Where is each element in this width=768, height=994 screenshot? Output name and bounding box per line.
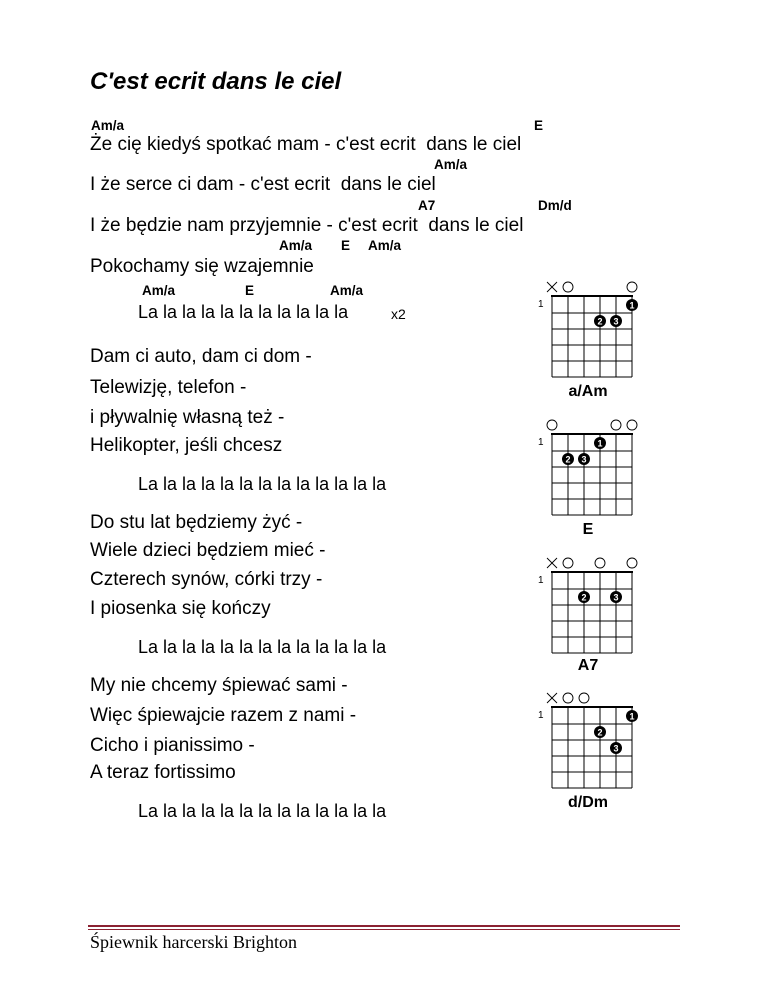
open-string-icon: [563, 282, 573, 292]
svg-text:3: 3: [613, 592, 619, 603]
open-string-icon: [611, 420, 621, 430]
chord-diagram-a7: [528, 551, 648, 661]
chord-label: E: [245, 283, 255, 298]
chord-diagram-e: [528, 413, 648, 523]
lyric-line: I że będzie nam przyjemnie - c'est ecrit dans le ciel: [90, 215, 524, 236]
lyric-line: Więc śpiewajcie razem z nami -: [90, 705, 357, 726]
svg-text:2: 2: [597, 316, 603, 327]
chord-label: E: [341, 238, 351, 253]
finger-dot: [626, 299, 638, 311]
chord-grid: [528, 551, 648, 661]
chord-diagram-label: a/Am: [568, 383, 608, 400]
lyric-line: Czterech synów, córki trzy -: [90, 569, 323, 590]
muted-string-icon: [547, 693, 557, 703]
finger-dot: [578, 453, 590, 465]
lyric-line: Cicho i pianissimo -: [90, 735, 255, 756]
open-string-icon: [595, 558, 605, 568]
refrain-line: La la la la la la la la la la la: [138, 302, 349, 322]
open-string-icon: [563, 693, 573, 703]
svg-text:1: 1: [629, 711, 635, 722]
chord-label: Am/a: [368, 238, 402, 253]
lyric-line: Dam ci auto, dam ci dom -: [90, 346, 312, 367]
chord-label: Dm/d: [538, 198, 572, 213]
chord-diagram-dm: [528, 686, 648, 796]
chord-diagram-am: [528, 275, 648, 385]
finger-dot: [594, 726, 606, 738]
svg-text:3: 3: [613, 743, 619, 754]
lyric-line: Do stu lat będziemy żyć -: [90, 512, 303, 533]
refrain-line: La la la la la la la la la la la la la: [138, 474, 387, 494]
chord-grid: [528, 686, 648, 796]
lyric-line: Pokochamy się wzajemnie: [90, 256, 314, 277]
lyric-line: Że cię kiedyś spotkać mam - c'est ecrit dans le ciel: [90, 134, 522, 155]
finger-dot: [610, 591, 622, 603]
fret-number: 1: [538, 710, 544, 721]
svg-text:1: 1: [597, 438, 603, 449]
finger-dot: [610, 315, 622, 327]
footer-rule: [88, 925, 680, 927]
chord-diagram-label: d/Dm: [568, 794, 608, 811]
open-string-icon: [563, 558, 573, 568]
fret-number: 1: [538, 575, 544, 586]
svg-text:3: 3: [581, 454, 587, 465]
open-string-icon: [627, 558, 637, 568]
lyric-line: Helikopter, jeśli chcesz: [90, 435, 283, 456]
lyric-line: Telewizję, telefon -: [90, 377, 247, 398]
chord-grid: [528, 275, 648, 385]
chord-label: Am/a: [434, 157, 468, 172]
fret-number: 1: [538, 299, 544, 310]
chord-label: Am/a: [279, 238, 313, 253]
svg-text:3: 3: [613, 316, 619, 327]
refrain-line: La la la la la la la la la la la la la: [138, 801, 387, 821]
chord-label: Am/a: [91, 118, 125, 133]
refrain-line: La la la la la la la la la la la la la: [138, 637, 387, 657]
fret-number: 1: [538, 437, 544, 448]
chord-diagram-label: A7: [577, 657, 599, 674]
song-title: C'est ecrit dans le ciel: [90, 68, 342, 95]
finger-dot: [594, 315, 606, 327]
muted-string-icon: [547, 282, 557, 292]
open-string-icon: [627, 420, 637, 430]
lyric-line: A teraz fortissimo: [90, 762, 236, 783]
repeat-mark: x2: [391, 306, 406, 322]
chord-label: A7: [418, 198, 436, 213]
finger-dot: [610, 742, 622, 754]
lyric-line: Wiele dzieci będziem mieć -: [90, 540, 326, 561]
lyric-line: My nie chcemy śpiewać sami -: [90, 675, 348, 696]
finger-dot: [594, 437, 606, 449]
chord-diagram-label: E: [582, 521, 594, 538]
open-string-icon: [579, 693, 589, 703]
chord-grid: [528, 413, 648, 523]
open-string-icon: [547, 420, 557, 430]
finger-dot: [562, 453, 574, 465]
svg-text:2: 2: [565, 454, 571, 465]
open-string-icon: [627, 282, 637, 292]
chord-label: E: [534, 118, 544, 133]
lyric-line: i pływalnię własną też -: [90, 407, 285, 428]
footer-text: Śpiewnik harcerski Brighton: [90, 932, 297, 952]
svg-text:2: 2: [581, 592, 587, 603]
finger-dot: [578, 591, 590, 603]
chord-label: Am/a: [142, 283, 176, 298]
chord-label: Am/a: [330, 283, 364, 298]
lyric-line: I że serce ci dam - c'est ecrit dans le ciel: [90, 174, 436, 195]
finger-dot: [626, 710, 638, 722]
svg-text:2: 2: [597, 727, 603, 738]
lyric-line: I piosenka się kończy: [90, 598, 271, 619]
muted-string-icon: [547, 558, 557, 568]
svg-text:1: 1: [629, 300, 635, 311]
footer-rule: [88, 929, 680, 930]
